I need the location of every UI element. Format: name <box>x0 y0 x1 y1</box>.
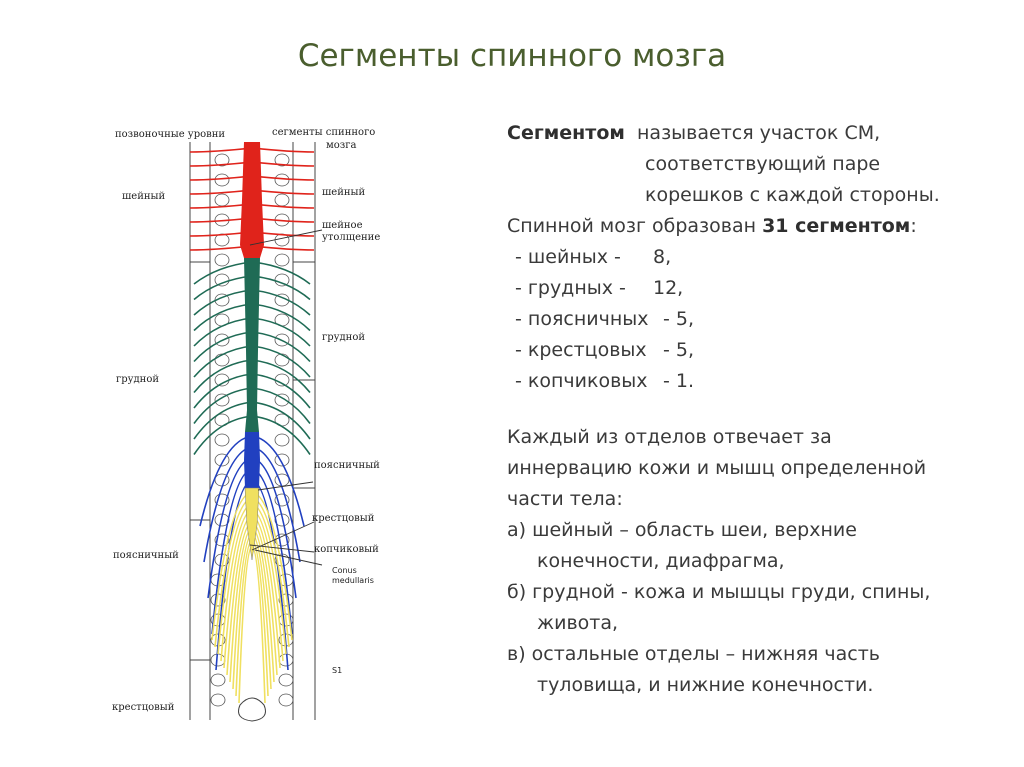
vertebra-left <box>215 274 229 286</box>
definition-term: Сегментом <box>507 122 625 144</box>
segment-count-post: : <box>910 215 917 237</box>
segment-list-item <box>507 335 1007 366</box>
segment-list-item <box>507 366 1007 397</box>
definition-line-1 <box>507 118 1007 149</box>
thoracic-nerve-root <box>252 416 310 455</box>
segment-list-name: - шейных - <box>515 246 621 268</box>
thoracic-nerve-root <box>194 416 252 455</box>
cervical-nerve-root <box>190 176 252 180</box>
spinal-cord-illustration <box>100 120 410 730</box>
vertebra-right <box>279 694 293 706</box>
vertebra-left <box>211 694 225 706</box>
segment-list-item <box>507 273 1007 304</box>
thoracic-nerve-root <box>252 276 310 300</box>
vertebra-left <box>211 674 225 686</box>
paragraph-line-3: части тела: <box>507 488 623 510</box>
vertebra-left <box>215 254 229 266</box>
left-label-thoracic: грудной <box>116 374 160 385</box>
vertebra-left <box>215 194 229 206</box>
vertebra-right <box>279 674 293 686</box>
segment-count-pre: Спинной мозг образован <box>507 215 763 237</box>
spinal-cord-diagram <box>100 120 410 730</box>
cervical-nerve-root <box>252 148 314 152</box>
cervical-nerve-root <box>190 148 252 152</box>
item-a-line-1: а) шейный – область шеи, верхние <box>507 519 857 541</box>
sacral-cord-segment <box>245 488 259 560</box>
cervical-cord-segment <box>240 142 264 258</box>
text-block <box>507 118 1007 701</box>
segment-list-value: 12, <box>653 277 684 299</box>
vertebra-left <box>211 654 225 666</box>
definition-line-2: соответствующий паре <box>645 153 881 175</box>
thoracic-nerve-root <box>194 262 252 284</box>
thoracic-nerve-root <box>194 276 252 300</box>
s1-label: S1 <box>332 666 343 675</box>
conus-label-2: medullaris <box>332 576 374 585</box>
vertebra-right <box>275 274 289 286</box>
segment-list-value: 8, <box>653 246 672 268</box>
vertebra-right <box>275 354 289 366</box>
item-c-line-1: в) остальные отделы – нижняя часть <box>507 643 880 665</box>
thoracic-cord-segment <box>244 258 260 432</box>
segment-list <box>507 242 1007 397</box>
segment-list-name: - крестцовых <box>515 339 647 361</box>
slide-title: Сегменты спинного мозга <box>297 38 727 74</box>
vertebra-right <box>275 254 289 266</box>
cervical-nerve-root <box>252 162 314 166</box>
left-label-lumbar: поясничный <box>113 550 179 561</box>
col-left-header: позвоночные уровни <box>115 129 226 140</box>
right-label-sacral: крестцовый <box>312 513 375 524</box>
right-label-cervical-enl-1: шейное <box>322 220 363 231</box>
segment-list-value: - 1. <box>663 370 695 392</box>
right-label-cervical: шейный <box>322 187 366 198</box>
vertebra-left <box>215 354 229 366</box>
segment-list-item <box>507 304 1007 335</box>
vertebra-left <box>215 434 229 446</box>
segment-list-item <box>507 242 1007 273</box>
segment-list-name: - поясничных <box>515 308 649 330</box>
left-label-sacral: крестцовый <box>112 702 175 713</box>
sacral-nerve-root <box>239 546 252 703</box>
thoracic-nerve-root <box>194 402 252 439</box>
left-label-cervical: шейный <box>122 191 166 202</box>
item-b-line-1: б) грудной - кожа и мышцы груди, спины, <box>507 581 931 603</box>
paragraph-line-2: иннервацию кожи и мышц определенной <box>507 457 927 479</box>
vertebra-right <box>279 654 293 666</box>
vertebra-right <box>275 174 289 186</box>
thoracic-nerve-root <box>252 402 310 439</box>
vertebra-right <box>275 194 289 206</box>
right-label-thoracic: грудной <box>322 332 366 343</box>
segment-count-bold: 31 сегментом <box>762 215 911 237</box>
segment-list-name: - грудных - <box>515 277 626 299</box>
paragraph-line-1: Каждый из отделов отвечает за <box>507 426 832 448</box>
definition-line-3: корешков с каждой стороны. <box>645 184 940 206</box>
item-a-line-2: конечности, диафрагма, <box>537 550 785 572</box>
sacral-nerve-root <box>252 546 265 703</box>
segment-list-name: - копчиковых <box>515 370 648 392</box>
vertebra-right <box>275 434 289 446</box>
right-label-coccygeal: копчиковый <box>314 544 379 555</box>
right-label-lumbar: поясничный <box>314 460 380 471</box>
lumbar-cord-segment <box>244 432 260 488</box>
item-c-line-2: туловища, и нижние конечности. <box>537 674 874 696</box>
sacrum-shape <box>239 698 266 721</box>
vertebra-left <box>215 174 229 186</box>
cervical-nerve-root <box>190 162 252 166</box>
col-right-header-2: мозга <box>326 140 357 151</box>
segment-count-line <box>507 211 1007 242</box>
col-right-header-1: сегменты спинного <box>272 127 376 138</box>
thoracic-nerve-root <box>252 262 310 284</box>
item-b-line-2: живота, <box>537 612 619 634</box>
segment-list-value: - 5, <box>663 308 695 330</box>
right-label-cervical-enl-2: утолщение <box>322 232 381 243</box>
cervical-nerve-root <box>252 176 314 180</box>
definition-text-1: называется участок СМ, <box>637 122 881 144</box>
segment-list-value: - 5, <box>663 339 695 361</box>
conus-label-1: Conus <box>332 566 357 575</box>
